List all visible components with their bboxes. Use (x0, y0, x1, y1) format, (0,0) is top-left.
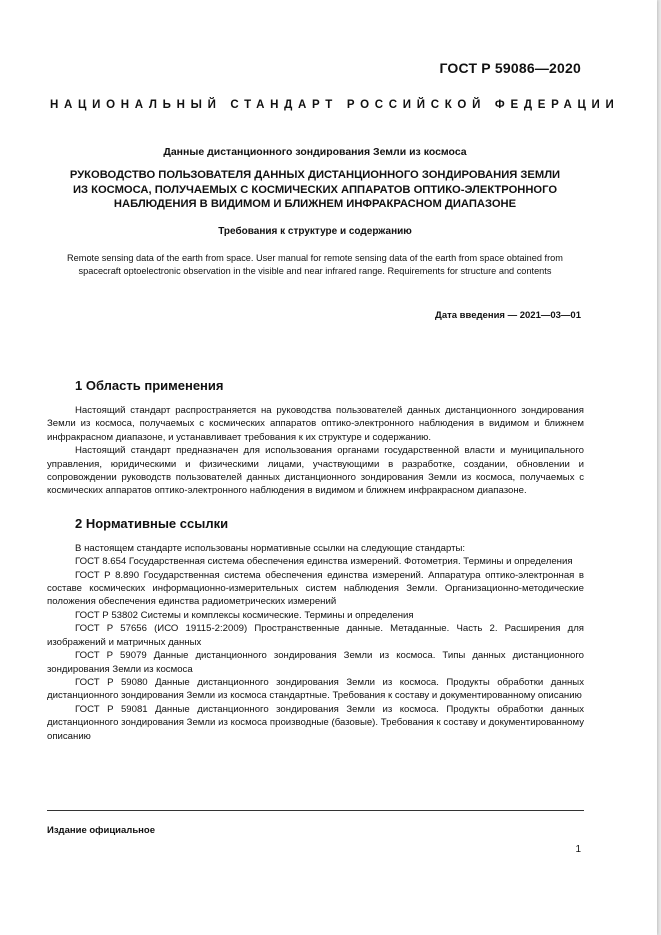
footer-divider (47, 810, 584, 811)
paragraph: Настоящий стандарт предназначен для использования органами государственной власти и муниципального управления, юридическими и физическими лицами, участвующими в разработке, создании, обновлении и сопровождении руководств пользователей данных дистанционного зондирования Земли из космоса, получаемых с космических аппаратов оптико-электронного наблюдения в видимом и ближнем инфракрасном диапазоне. (47, 445, 584, 497)
reference-item: ГОСТ Р 8.890 Государственная система обеспечения единства измерений. Аппаратура оптико-электронная в составе космических информационно-измерительных систем наблюдения Земли. Организационно-методические положения обеспечения единства радиометрических измерений (47, 569, 584, 608)
section-heading-references: 2 Нормативные ссылки (75, 515, 229, 531)
national-standard-heading: НАЦИОНАЛЬНЫЙ СТАНДАРТ РОССИЙСКОЙ ФЕДЕРАЦИИ (50, 99, 620, 111)
document-code: ГОСТ Р 59086—2020 (439, 60, 581, 76)
english-title: Remote sensing data of the earth from space. User manual for remote sensing data of the earth from space obtained from spacecraft optoelectronic observation in the visible and near infrared range. Requirements for structure and contents (67, 253, 563, 276)
section-heading-scope: 1 Область применения (75, 378, 224, 393)
reference-item: ГОСТ Р 57656 (ИСО 19115-2:2009) Пространственные данные. Метаданные. Часть 2. Расширения для изображений и матричных данных (47, 623, 584, 648)
page-number: 1 (575, 844, 581, 855)
paragraph: В настоящем стандарте использованы нормативные ссылки на следующие стандарты: (75, 542, 466, 554)
effective-date: Дата введения — 2021—03—01 (435, 310, 581, 321)
reference-item: ГОСТ Р 59079 Данные дистанционного зондирования Земли из космоса. Типы данных дистанционного зондирования Земли из космоса (47, 650, 584, 675)
reference-item: ГОСТ Р 59081 Данные дистанционного зондирования Земли из космоса. Продукты обработки данных дистанционного зондирования Земли из космоса производные (базовые). Требования к составу и документированному описанию (47, 703, 584, 742)
title-line: РУКОВОДСТВО ПОЛЬЗОВАТЕЛЯ ДАННЫХ ДИСТАНЦИОННОГО ЗОНДИРОВАНИЯ ЗЕМЛИ (69, 169, 561, 181)
reference-item: ГОСТ 8.654 Государственная система обеспечения единства измерений. Фотометрия. Термины и определения (75, 556, 573, 568)
document-body (47, 378, 584, 743)
reference-item: ГОСТ Р 53802 Системы и комплексы космические. Термины и определения (75, 609, 414, 621)
edition-label: Издание официальное (47, 825, 155, 836)
title-line: ИЗ КОСМОСА, ПОЛУЧАЕМЫХ С КОСМИЧЕСКИХ АППАРАТОВ ОПТИКО-ЭЛЕКТРОННОГО (72, 183, 558, 196)
reference-item: ГОСТ Р 59080 Данные дистанционного зондирования Земли из космоса. Продукты обработки данных дистанционного зондирования Земли из космоса стандартные. Требования к составу и документированному описанию (47, 676, 584, 702)
title-line: НАБЛЮДЕНИЯ В ВИДИМОМ И БЛИЖНЕМ ИНФРАКРАСНОМ ДИАПАЗОНЕ (113, 198, 517, 210)
document-subtitle: Требования к структуре и содержанию (218, 226, 412, 237)
paragraph: Настоящий стандарт распространяется на руководства пользователей данных дистанционного зондирования Земли из космоса, получаемых с космических аппаратов оптико-электронного наблюдения в видимом и ближнем инфракрасном диапазоне, и устанавливает требования к их структуре и содержанию. (47, 405, 584, 443)
series-title: Данные дистанционного зондирования Земли из космоса (163, 146, 467, 158)
document-title (50, 168, 580, 212)
